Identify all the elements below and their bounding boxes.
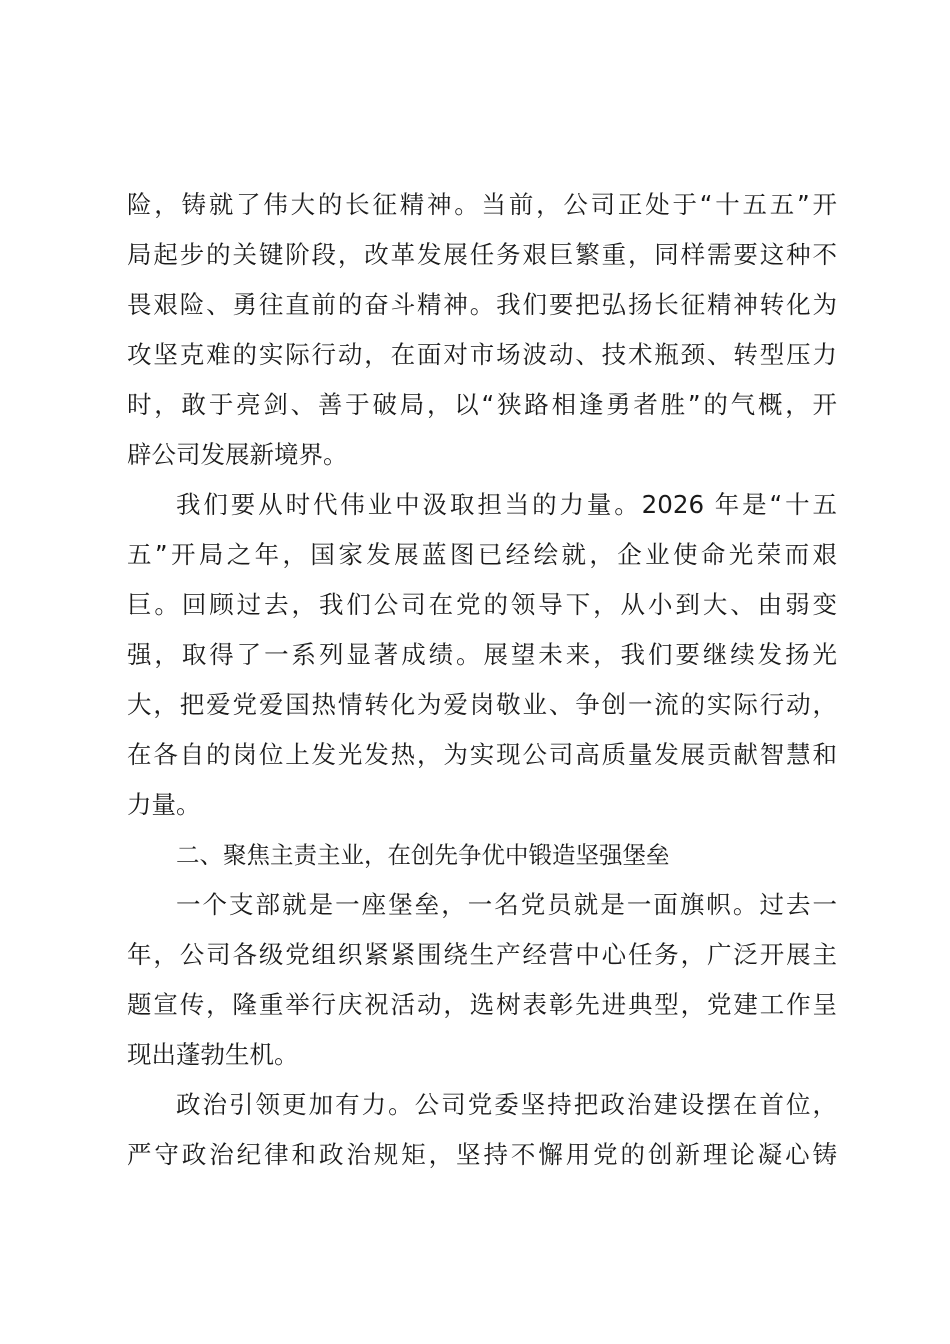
section-heading: 二、聚焦主责主业，在创先争优中锻造坚强堡垒 — [176, 841, 670, 869]
body-line: 题宣传，隆重举行庆祝活动，选树表彰先进典型，党建工作呈 — [127, 990, 837, 1019]
body-line: 在各自的岗位上发光发热，为实现公司高质量发展贡献智慧和 — [127, 740, 837, 769]
body-line: 五”开局之年，国家发展蓝图已经绘就，企业使命光荣而艰 — [127, 540, 837, 569]
body-line: 强，取得了一系列显著成绩。展望未来，我们要继续发扬光 — [127, 640, 837, 669]
body-line: 年，公司各级党组织紧紧围绕生产经营中心任务，广泛开展主 — [127, 940, 837, 969]
paragraph-first-line: 一个支部就是一座堡垒，一名党员就是一面旗帜。过去一 — [176, 890, 837, 919]
body-line: 辟公司发展新境界。 — [127, 440, 348, 469]
body-line: 时，敢于亮剑、善于破局，以“狭路相逢勇者胜”的气概，开 — [127, 390, 837, 419]
paragraph-first-line: 我们要从时代伟业中汲取担当的力量。2026 年是“十五 — [176, 490, 837, 519]
body-line: 大，把爱党爱国热情转化为爱岗敬业、争创一流的实际行动， — [127, 690, 837, 719]
body-line: 畏艰险、勇往直前的奋斗精神。我们要把弘扬长征精神转化为 — [127, 290, 837, 319]
body-line: 局起步的关键阶段，改革发展任务艰巨繁重，同样需要这种不 — [127, 240, 837, 269]
paragraph-first-line: 政治引领更加有力。公司党委坚持把政治建设摆在首位， — [176, 1090, 837, 1119]
body-line: 险，铸就了伟大的长征精神。当前，公司正处于“十五五”开 — [127, 190, 837, 219]
body-line: 力量。 — [127, 790, 201, 819]
body-line: 巨。回顾过去，我们公司在党的领导下，从小到大、由弱变 — [127, 590, 837, 619]
document-body — [127, 180, 837, 1180]
body-line: 严守政治纪律和政治规矩，坚持不懈用党的创新理论凝心铸 — [127, 1140, 837, 1169]
body-line: 攻坚克难的实际行动，在面对市场波动、技术瓶颈、转型压力 — [127, 340, 837, 369]
body-line: 现出蓬勃生机。 — [127, 1040, 299, 1069]
